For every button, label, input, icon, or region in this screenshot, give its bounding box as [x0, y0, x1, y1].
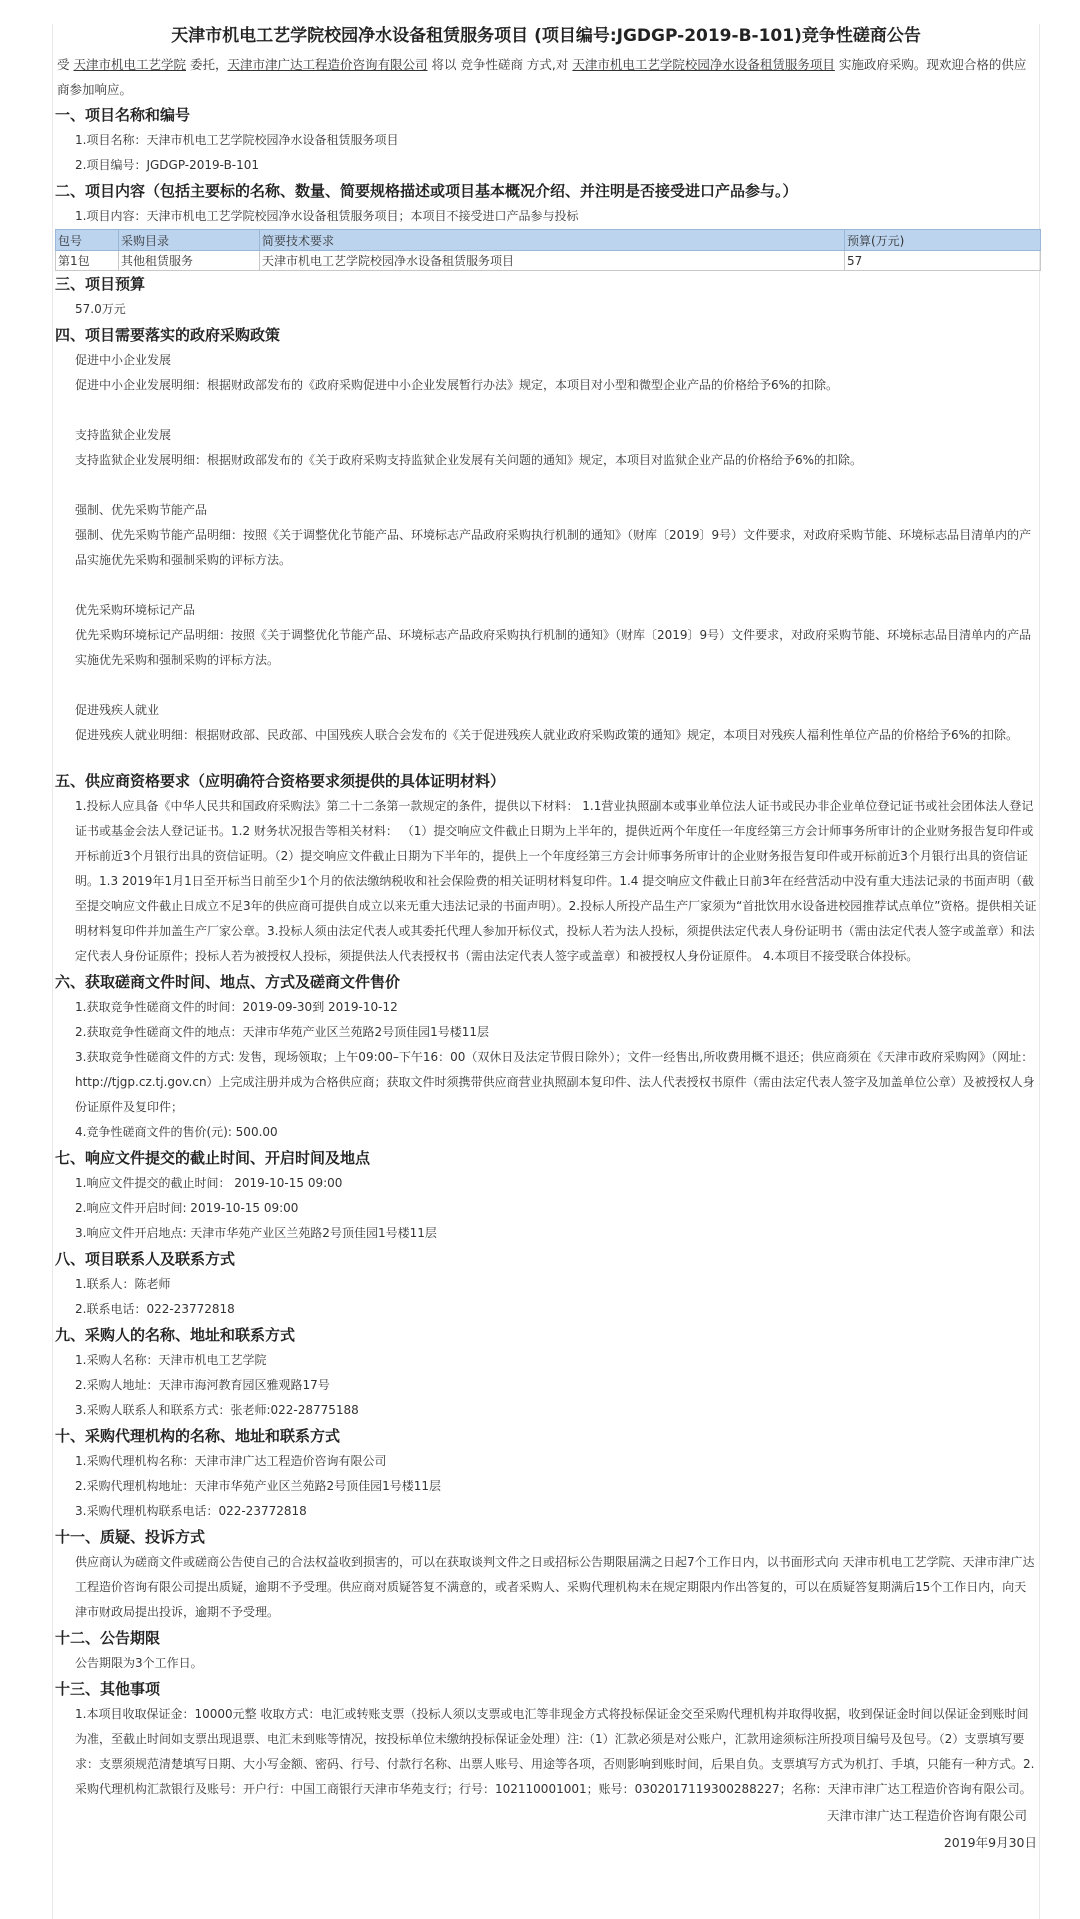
section-heading: 十、采购代理机构的名称、地址和联系方式 — [55, 1427, 341, 1445]
policy-title: 促进中小企业发展 — [75, 353, 172, 367]
policy-title: 优先采购环境标记产品 — [75, 603, 196, 617]
purchaser-address-line: 2.采购人地址：天津市海河教育园区雅观路17号 — [75, 1378, 330, 1392]
opening-time-line: 2.响应文件开启时间: 2019-10-15 09:00 — [75, 1201, 299, 1215]
package-table — [55, 229, 1041, 271]
purchaser-name-line: 1.采购人名称：天津市机电工艺学院 — [75, 1353, 267, 1367]
intro-text: 实施政府采购。现欢迎合格的供应商参加响应。 — [57, 57, 1027, 97]
section-heading: 七、响应文件提交的截止时间、开启时间及地点 — [55, 1149, 371, 1167]
project-link[interactable]: 天津市机电工艺学院校园净水设备租赁服务项目 — [572, 57, 835, 72]
intro-text: 受 — [57, 57, 74, 72]
intro-paragraph — [55, 52, 1037, 102]
doc-method-line: 3.获取竞争性磋商文件的方式: 发售，现场领取；上午09:00–下午16：00（双休日及法定节假日除外）；文件一经售出,所收费用概不退还；供应商须在《天津市政府采购网》（网址：http://tjgp.cz.tj.gov.cn）上完成注册并成为合格供应商；获取文件时须携带供应商营业执照副本复印件、法人代表授权书原件（需由法定代表人签字及加盖单位公章）及被授权人身份证原件及复印件； — [75, 1050, 1035, 1114]
doc-price-line: 4.竞争性磋商文件的售价(元): 500.00 — [75, 1125, 278, 1139]
project-name-line: 1.项目名称：天津市机电工艺学院校园净水设备租赁服务项目 — [75, 133, 399, 147]
table-header: 采购目录 — [119, 230, 260, 251]
purchaser-contact-line: 3.采购人联系人和联系方式：张老师:022-28775188 — [75, 1403, 359, 1417]
section-heading: 二、项目内容（包括主要标的名称、数量、简要规格描述或项目基本概况介绍、并注明是否接受进口产品参与。） — [55, 182, 798, 200]
table-header: 简要技术要求 — [260, 230, 845, 251]
section-heading: 三、项目预算 — [55, 275, 146, 293]
agency-phone-line: 3.采购代理机构联系电话：022-23772818 — [75, 1504, 307, 1518]
contact-phone-line: 2.联系电话：022-23772818 — [75, 1302, 235, 1316]
section-heading: 六、获取磋商文件时间、地点、方式及磋商文件售价 — [55, 973, 401, 991]
section-heading: 十二、公告期限 — [55, 1629, 161, 1647]
other-matters-text: 1.本项目收取保证金：10000元整 收取方式：电汇或转账支票（投标人须以支票或电汇等非现金方式将投标保证金交至采购代理机构并取得收据，收到保证金时间以保证金到账时间为准，至截止时间如支票出现退票、电汇未到账等情况，按投标单位未缴纳投标保证金处理）注:（1）汇款必须是对公账户，汇款用途须标注所投项目编号及包号。（2）支票填写要求：支票须规范清楚填写日期、大小写金额、密码、行号、付款行名称、出票人账号、用途等各项，否则影响到账时间，后果自负。支票填写方式为机打、手填，只能有一种方式。2.采购代理机构汇款银行及账号：开户行：中国工商银行天津市华苑支行；行号：102110001001；账号：0302017119300288227；名称：天津市津广达工程造价咨询有限公司。 — [75, 1707, 1035, 1796]
qualification-text: 1.投标人应具备《中华人民共和国政府采购法》第二十二条第一款规定的条件，提供以下材料： 1.1营业执照副本或事业单位法人证书或民办非企业单位登记证书或社会团体法人登记证书或基金会法人登记证书。1.2 财务状况报告等相关材料： （1）提交响应文件截止日期为上半年的，提供近两个年度任一年度经第三方会计师事务所审计的企业财务报告复印件或开标前近3个月银行出具的资信证明。（2）提交响应文件截止日期为下半年的，提供上一个年度经第三方会计师事务所审计的企业财务报告复印件或开标前近3个月银行出具的资信证明。1.3 2019年1月1日至开标当日前至少1个月的依法缴纳税收和社会保险费的相关证明材料复印件。1.4 提交响应文件截止日前3年在经营活动中没有重大违法记录的书面声明（截至提交响应文件截止日成立不足3年的供应商可提供自成立以来无重大违法记录的书面声明）。2.投标人所投产品生产厂家须为“首批饮用水设备进校园推荐试点单位”资格。提供相关证明材料复印件并加盖生产厂家公章。3.投标人须由法定代表人或其委托代理人参加开标仪式，投标人若为法人投标，须提供法定代表人身份证明书（需由法定代表人签字或盖章）和法定代表人身份证原件；投标人若为被授权人投标，须提供法人代表授权书（需由法定代表人签字或盖章）和被授权人身份证原件。 4.本项目不接受联合体投标。 — [75, 799, 1037, 963]
doc-place-line: 2.获取竞争性磋商文件的地点：天津市华苑产业区兰苑路2号顶佳园1号楼11层 — [75, 1025, 489, 1039]
project-number-line: 2.项目编号：JGDGP-2019-B-101 — [75, 158, 260, 172]
policy-detail: 强制、优先采购节能产品明细：按照《关于调整优化节能产品、环境标志产品政府采购执行机制的通知》（财库〔2019〕9号）文件要求，对政府采购节能、环境标志品目清单内的产品实施优先采购和强制采购的评标方法。 — [75, 528, 1032, 567]
policy-title: 促进残疾人就业 — [75, 703, 160, 717]
section-heading: 八、项目联系人及联系方式 — [55, 1250, 236, 1268]
contact-line: 1.联系人：陈老师 — [75, 1277, 171, 1291]
notice-period-text: 公告期限为3个工作日。 — [75, 1656, 203, 1670]
agency-address-line: 2.采购代理机构地址：天津市华苑产业区兰苑路2号顶佳园1号楼11层 — [75, 1479, 441, 1493]
policy-detail: 促进残疾人就业明细：根据财政部、民政部、中国残疾人联合会发布的《关于促进残疾人就业政府采购政策的通知》规定，本项目对残疾人福利性单位产品的价格给予6%的扣除。 — [75, 728, 1019, 742]
opening-place-line: 3.响应文件开启地点: 天津市华苑产业区兰苑路2号顶佳园1号楼11层 — [75, 1226, 437, 1240]
table-cell: 57 — [845, 251, 1041, 271]
table-cell: 其他租赁服务 — [119, 251, 260, 271]
table-cell: 天津市机电工艺学院校园净水设备租赁服务项目 — [260, 251, 845, 271]
agency-link[interactable]: 天津市津广达工程造价咨询有限公司 — [227, 57, 428, 72]
complaint-text: 供应商认为磋商文件或磋商公告使自己的合法权益收到损害的，可以在获取谈判文件之日或招标公告期限届满之日起7个工作日内，以书面形式向 天津市机电工艺学院、天津市津广达工程造价咨询有限公司提出质疑，逾期不予受理。供应商对质疑答复不满意的，或者采购人、采购代理机构未在规定期限内作出答复的，可以在质疑答复期满后15个工作日内，向天津市财政局提出投诉，逾期不予受理。 — [75, 1555, 1035, 1619]
intro-text: 委托， — [186, 57, 228, 72]
signature-date: 2019年9月30日 — [943, 1835, 1037, 1850]
table-header-row — [56, 230, 1041, 251]
section-heading: 一、项目名称和编号 — [55, 106, 191, 124]
policy-title: 强制、优先采购节能产品 — [75, 503, 208, 517]
announcement-document — [52, 24, 1040, 1919]
page-title: 天津市机电工艺学院校园净水设备租赁服务项目 (项目编号:JGDGP-2019-B-101)竞争性磋商公告 — [171, 26, 921, 46]
budget-value: 57.0万元 — [75, 302, 126, 316]
policy-title: 支持监狱企业发展 — [75, 428, 172, 442]
table-row — [56, 251, 1041, 271]
section-heading: 四、项目需要落实的政府采购政策 — [55, 326, 281, 344]
signature-org: 天津市津广达工程造价咨询有限公司 — [826, 1808, 1027, 1823]
table-header: 预算(万元) — [845, 230, 1041, 251]
table-cell: 第1包 — [56, 251, 119, 271]
policy-detail: 支持监狱企业发展明细：根据财政部发布的《关于政府采购支持监狱企业发展有关问题的通知》规定，本项目对监狱企业产品的价格给予6%的扣除。 — [75, 453, 863, 467]
table-header: 包号 — [56, 230, 119, 251]
policy-detail: 优先采购环境标记产品明细：按照《关于调整优化节能产品、环境标志产品政府采购执行机制的通知》（财库〔2019〕9号）文件要求，对政府采购节能、环境标志品目清单内的产品实施优先采购和强制采购的评标方法。 — [75, 628, 1032, 667]
agency-name-line: 1.采购代理机构名称：天津市津广达工程造价咨询有限公司 — [75, 1454, 387, 1468]
section-heading: 九、采购人的名称、地址和联系方式 — [55, 1326, 296, 1344]
policy-detail: 促进中小企业发展明细：根据财政部发布的《政府采购促进中小企业发展暂行办法》规定，本项目对小型和微型企业产品的价格给予6%的扣除。 — [75, 378, 839, 392]
buyer-link[interactable]: 天津市机电工艺学院 — [73, 57, 186, 72]
doc-time-line: 1.获取竞争性磋商文件的时间：2019-09-30到 2019-10-12 — [75, 1000, 398, 1014]
section-heading: 五、供应商资格要求（应明确符合资格要求须提供的具体证明材料） — [55, 772, 506, 790]
section-heading: 十三、其他事项 — [55, 1680, 161, 1698]
section-heading: 十一、质疑、投诉方式 — [55, 1528, 206, 1546]
project-content-line: 1.项目内容：天津市机电工艺学院校园净水设备租赁服务项目；本项目不接受进口产品参与投标 — [75, 209, 579, 223]
deadline-line: 1.响应文件提交的截止时间： 2019-10-15 09:00 — [75, 1176, 343, 1190]
intro-text: 将以 竞争性磋商 方式,对 — [427, 57, 573, 72]
